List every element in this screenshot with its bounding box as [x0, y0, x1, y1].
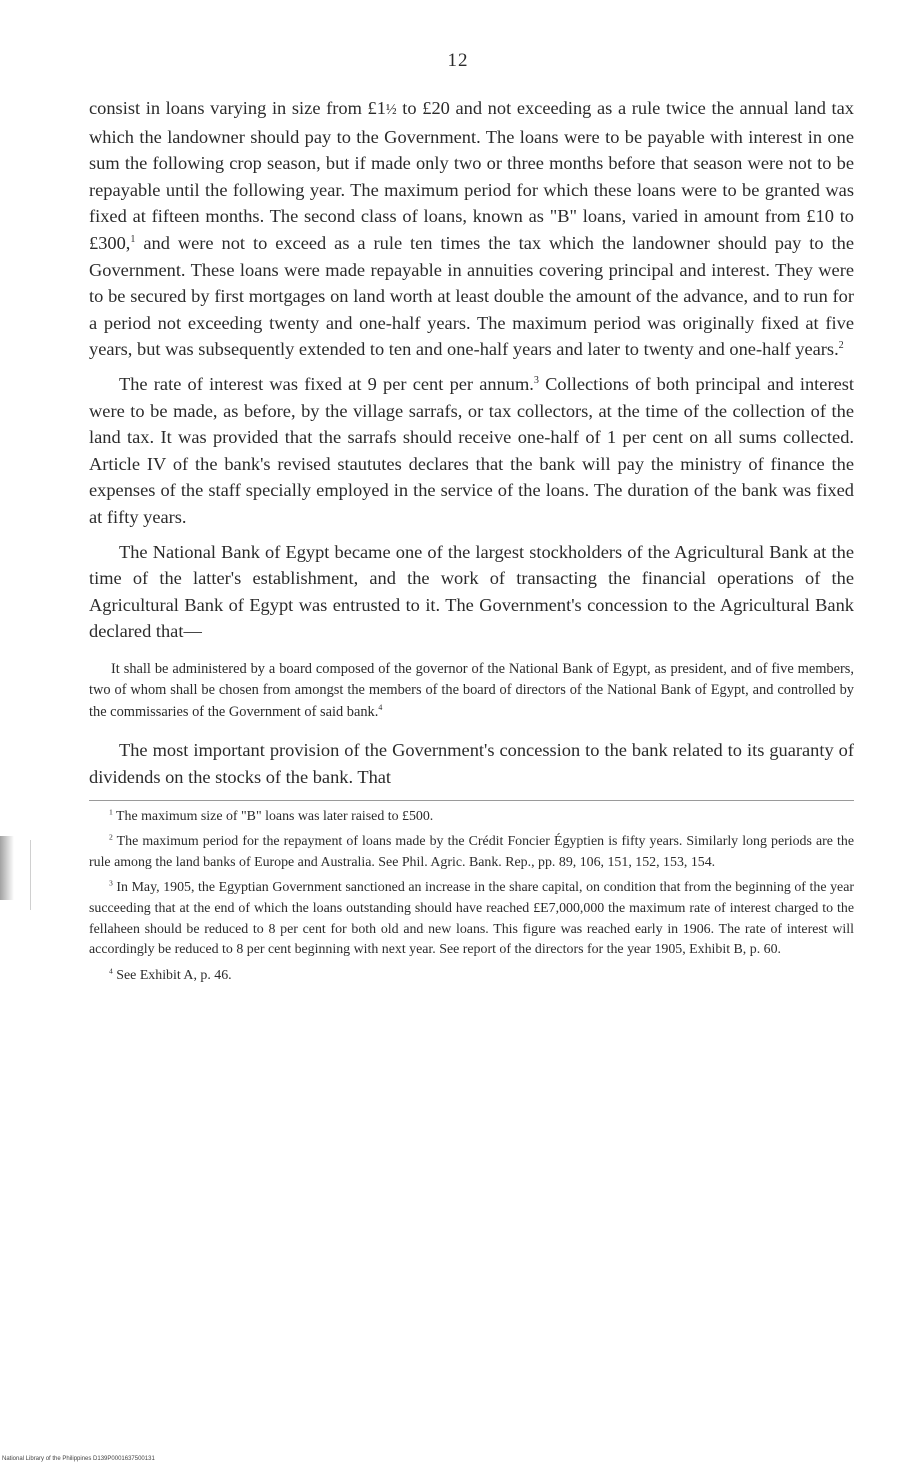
block-quote: It shall be administered by a board composed of the governor of the National Bank of Egypt, as president, and of five members, two of whom shall be chosen from amongst the members of the board of directors of the National Bank of Egypt, and controlled by the commissaries of the Government of said bank.$^4$	[89, 660, 854, 720]
footnotes	[89, 807, 854, 987]
scan-margin-mark	[0, 836, 14, 900]
footnote-4: $^4$ See Exhibit A, p. 46.	[109, 966, 232, 983]
paragraph-4: The most important provision of the Government's concession to the bank related to its guaranty of dividends on the stocks of the bank. That	[89, 740, 854, 787]
library-stamp: National Library of the Philippines D139P0001637500131	[2, 1456, 155, 1462]
footnote-2: $^2$ The maximum period for the repayment of loans made by the Crédit Foncier Égyptien is fifty years. Similarly long periods are the rule among the land banks of Europe and Australia. See Phil. Agric. Bank. Rep., pp. 89, 106, 151, 152, 153, 154.	[89, 832, 854, 870]
page-content	[89, 95, 854, 986]
scan-margin-line	[30, 840, 31, 910]
body-text	[89, 95, 854, 791]
page-number: 12	[447, 50, 469, 71]
footnote-1: $^1$ The maximum size of "B" loans was later raised to £500.	[109, 806, 434, 824]
paragraph-2: The rate of interest was fixed at 9 per cent per annum.$^3$ Collections of both principal and interest were to be made, as before, by the village sarrafs, or tax collectors, at the time of the collection of the land tax. It was provided that the sarrafs should receive one-half of 1 per cent on all sums collected. Article IV of the bank's revised staututes declares that the bank will pay the ministry of finance the expenses of the staff specially employed in the service of the loans. The duration of the bank was fixed at fifty years.	[89, 373, 855, 527]
paragraph-3: The National Bank of Egypt became one of the largest stockholders of the Agricultural Bank at the time of the latter's establishment, and the work of transacting the financial operations of the Agricultural Bank of Egypt was entrusted to it. The Government's concession to the Agricultural Bank declared that—	[89, 541, 854, 642]
paragraph-1: consist in loans varying in size from £1½ to £20 and not exceeding as a rule twice the annual land tax which the landowner should pay to the Government. The loans were to be payable with interest in one sum the following crop season, but if made only two or three months before that season were not to be repayable until the following year. The maximum period for which these loans were to be granted was fixed at fifteen months. The second class of loans, known as "B" loans, varied in amount from £10 to £300,$^1$ and were not to exceed as a rule ten times the tax which the landowner should pay to the Government. These loans were made repayable in annuities covering principal and interest. They were to be secured by first mortgages on land worth at least double the amount of the advance, and to run for a period not exceeding twenty and one-half years. The maximum period was originally fixed at five years, but was subsequently extended to ten and one-half years and later to twenty and one-half years.$^2$	[89, 98, 854, 360]
footnote-divider	[89, 800, 854, 801]
footnote-3: $^3$ In May, 1905, the Egyptian Government sanctioned an increase in the share capital, on condition that from the beginning of the year succeeding that at the end of which the loans outstanding should have reached £E7,000,000 the maximum rate of interest charged to the fellaheen should be reduced to 8 per cent for both old and new loans. This figure was reached early in 1906. The rate of interest will accordingly be reduced to 8 per cent beginning with next year. See report of the directors for the year 1905, Exhibit B, p. 60.	[89, 878, 854, 958]
